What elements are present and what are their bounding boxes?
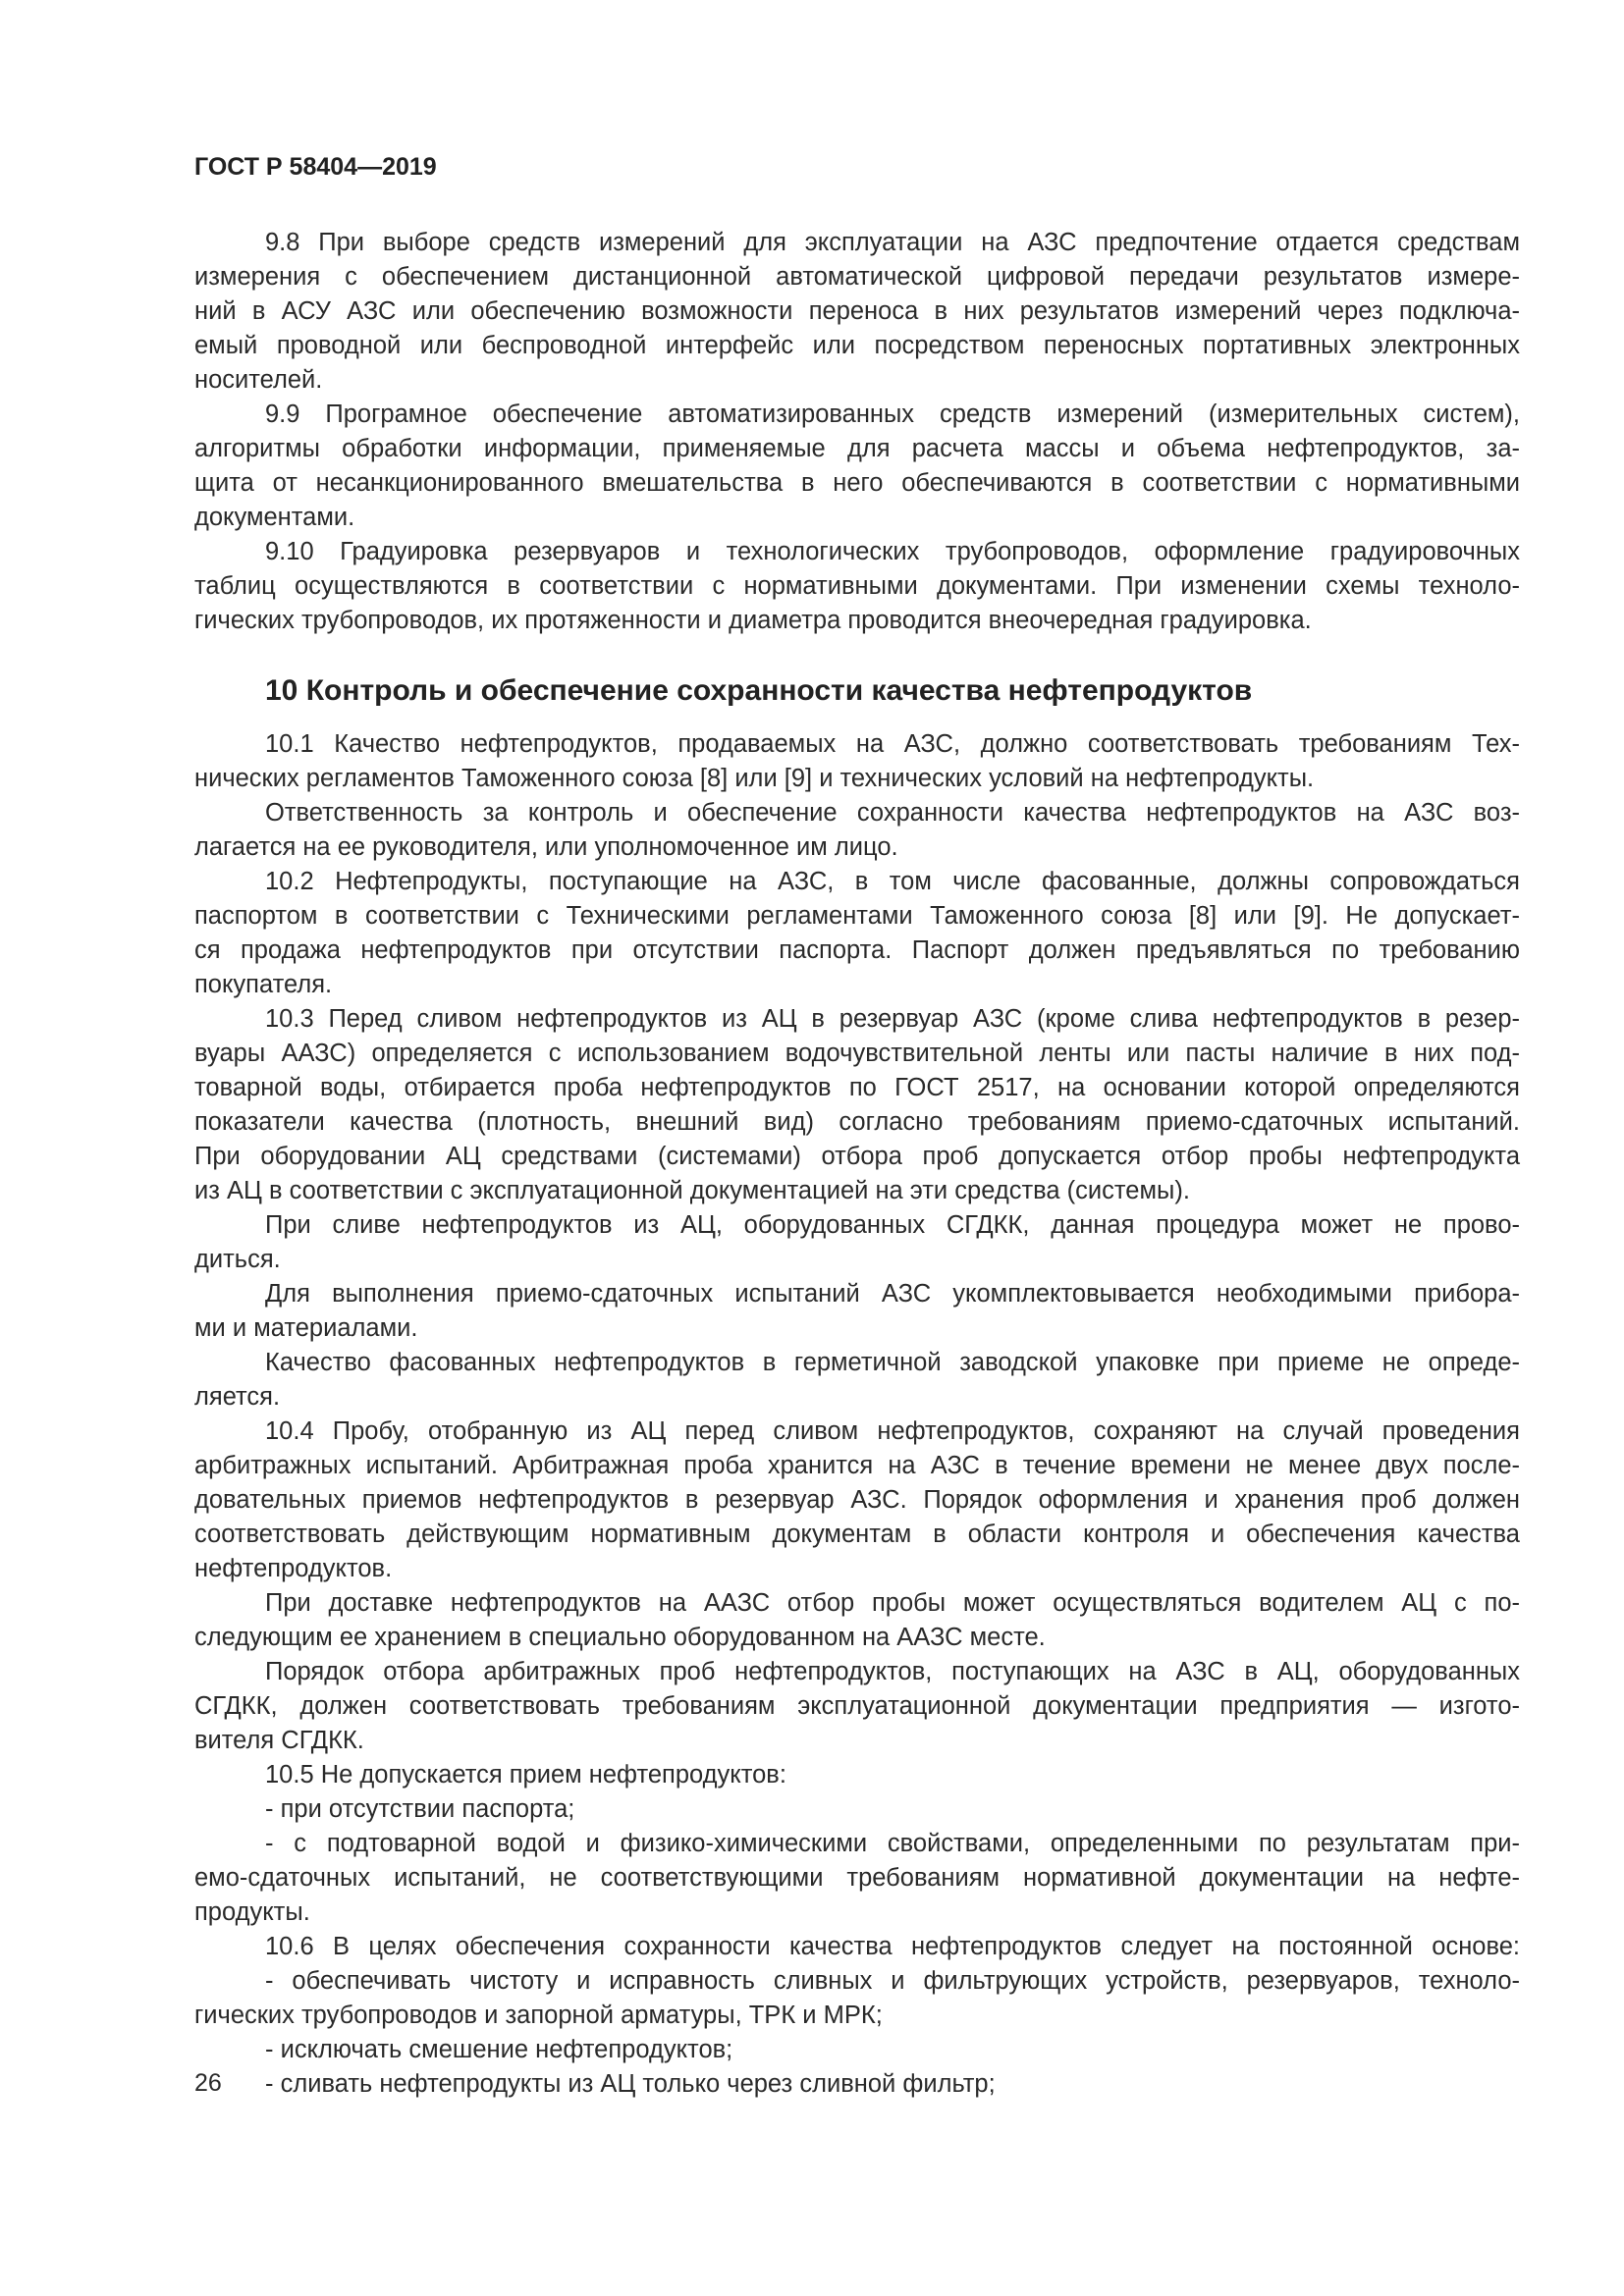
text-line: лагается на ее руководителя, или уполномоченное им лицо. xyxy=(194,833,898,861)
text-line: гических трубопроводов и запорной арматуры, ТРК и МРК; xyxy=(194,2002,883,2029)
text-line: 10.2 Нефтепродукты, поступающие на АЗС, в том числе фасованные, должны сопровождаться xyxy=(265,868,1520,895)
text-line: Порядок отбора арбитражных проб нефтепродуктов, поступающих на АЗС в АЦ, оборудованных xyxy=(265,1658,1520,1685)
paragraph xyxy=(194,2067,1520,2102)
text-line: из АЦ в соответствии с эксплуатационной документацией на эти средства (системы). xyxy=(194,1177,1190,1204)
text-line: 10.1 Качество нефтепродуктов, продаваемых на АЗС, должно соответствовать требованиям Тех- xyxy=(265,730,1520,758)
paragraph xyxy=(194,1827,1520,1930)
paragraph xyxy=(194,865,1520,1002)
paragraph xyxy=(194,1002,1520,1208)
text-line: ся продажа нефтепродуктов при отсутствии паспорта. Паспорт должен предъявляться по требованию xyxy=(194,936,1520,964)
text-line: При сливе нефтепродуктов из АЦ, оборудованных СГДКК, данная процедура может не прово- xyxy=(265,1211,1520,1239)
text-line: довательных приемов нефтепродуктов в резервуар АЗС. Порядок оформления и хранения проб должен xyxy=(194,1486,1520,1514)
text-line: Ответственность за контроль и обеспечение сохранности качества нефтепродуктов на АЗС воз- xyxy=(265,799,1520,827)
text-line: ми и материалами. xyxy=(194,1314,418,1342)
text-line: 10.4 Пробу, отобранную из АЦ перед сливом нефтепродуктов, сохраняют на случай проведения xyxy=(265,1417,1520,1445)
paragraph xyxy=(194,1277,1520,1346)
text-line: - исключать смешение нефтепродуктов; xyxy=(265,2036,733,2063)
text-line: гических трубопроводов, их протяженности и диаметра проводится внеочередная градуировка. xyxy=(194,607,1312,634)
paragraph xyxy=(194,1758,1520,1792)
text-line: нических регламентов Таможенного союза [8] или [9] и технических условий на нефтепродукты. xyxy=(194,765,1315,792)
text-line: емо-сдаточных испытаний, не соответствующими требованиям нормативной документации на нефте- xyxy=(194,1864,1520,1892)
text-line: соответствовать действующим нормативным документам в области контроля и обеспечения качества xyxy=(194,1521,1520,1548)
text-line: - при отсутствии паспорта; xyxy=(265,1795,575,1823)
text-line: алгоритмы обработки информации, применяемые для расчета массы и объема нефтепродуктов, за- xyxy=(194,435,1520,462)
text-line: носителей. xyxy=(194,366,323,394)
section-heading: 10 Контроль и обеспечение сохранности качества нефтепродуктов xyxy=(265,674,1253,707)
text-line: вителя СГДКК. xyxy=(194,1727,364,1754)
page-number: 26 xyxy=(194,2069,222,2097)
text-line: измерения с обеспечением дистанционной автоматической цифровой передачи результатов измере- xyxy=(194,263,1520,291)
paragraph xyxy=(194,1792,1520,1827)
text-line: ний в АСУ АЗС или обеспечению возможности переноса в них результатов измерений через подключа- xyxy=(194,297,1520,325)
paragraph xyxy=(194,796,1520,865)
text-line: При доставке нефтепродуктов на ААЗС отбор пробы может осуществляться водителем АЦ с по- xyxy=(265,1589,1520,1617)
text-line: паспортом в соответствии с Техническими регламентами Таможенного союза [8] или [9]. Не допускает- xyxy=(194,902,1520,930)
text-line: продукты. xyxy=(194,1898,310,1926)
text-line: документами. xyxy=(194,504,355,531)
text-line: При оборудовании АЦ средствами (системами) отбора проб допускается отбор пробы нефтепродукта xyxy=(194,1143,1520,1170)
text-line: ляется. xyxy=(194,1383,281,1411)
text-line: покупателя. xyxy=(194,971,333,998)
paragraph xyxy=(194,535,1520,638)
text-line: 10.6 В целях обеспечения сохранности качества нефтепродуктов следует на постоянной основе: xyxy=(265,1933,1520,1960)
text-line: арбитражных испытаний. Арбитражная проба хранится на АЗС в течение времени не менее двух после- xyxy=(194,1452,1520,1479)
text-line: Качество фасованных нефтепродуктов в герметичной заводской упаковке при приеме не опреде- xyxy=(265,1349,1520,1376)
text-line: емый проводной или беспроводной интерфейс или посредством переносных портативных электронных xyxy=(194,332,1520,359)
paragraph xyxy=(194,1586,1520,1655)
text-line: таблиц осуществляются в соответствии с нормативными документами. При изменении схемы техноло- xyxy=(194,572,1520,600)
text-line: - обеспечивать чистоту и исправность сливных и фильтрующих устройств, резервуаров, техноло- xyxy=(265,1967,1520,1995)
text-line: товарной воды, отбирается проба нефтепродуктов по ГОСТ 2517, на основании которой определяются xyxy=(194,1074,1520,1101)
paragraph xyxy=(194,1346,1520,1415)
text-line: щита от несанкционированного вмешательства в него обеспечиваются в соответствии с нормативными xyxy=(194,469,1520,497)
document-body xyxy=(194,226,1520,2102)
text-line: вуары ААЗС) определяется с использованием водочувствительной ленты или пасты наличие в них под- xyxy=(194,1040,1520,1067)
text-line: 9.8 При выборе средств измерений для эксплуатации на АЗС предпочтение отдается средствам xyxy=(265,229,1520,256)
paragraph xyxy=(194,2033,1520,2067)
text-line: 9.9 Програмное обеспечение автоматизированных средств измерений (измерительных систем), xyxy=(265,400,1520,428)
text-line: 10.3 Перед сливом нефтепродуктов из АЦ в резервуар АЗС (кроме слива нефтепродуктов в резер- xyxy=(265,1005,1520,1033)
paragraph xyxy=(194,1655,1520,1758)
text-line: нефтепродуктов. xyxy=(194,1555,393,1582)
text-line: Для выполнения приемо-сдаточных испытаний АЗС укомплектовывается необходимыми прибора- xyxy=(265,1280,1520,1308)
paragraph xyxy=(194,727,1520,796)
text-line: - сливать нефтепродукты из АЦ только через сливной фильтр; xyxy=(265,2070,996,2098)
text-line: показатели качества (плотность, внешний вид) согласно требованиям приемо-сдаточных испытаний. xyxy=(194,1108,1520,1136)
text-line: СГДКК, должен соответствовать требованиям эксплуатационной документации предприятия — изгото- xyxy=(194,1692,1520,1720)
text-line: следующим ее хранением в специально оборудованном на ААЗС месте. xyxy=(194,1624,1046,1651)
text-line: 9.10 Градуировка резервуаров и технологических трубопроводов, оформление градуировочных xyxy=(265,538,1520,565)
paragraph xyxy=(194,1964,1520,2033)
text-line: 10.5 Не допускается прием нефтепродуктов: xyxy=(265,1761,786,1789)
text-line: диться. xyxy=(194,1246,281,1273)
text-line: - с подтоварной водой и физико-химическими свойствами, определенными по результатам при- xyxy=(265,1830,1520,1857)
paragraph xyxy=(194,1208,1520,1277)
paragraph xyxy=(194,398,1520,535)
paragraph xyxy=(194,1930,1520,1964)
paragraph xyxy=(194,226,1520,398)
paragraph xyxy=(194,1415,1520,1586)
running-header: ГОСТ Р 58404—2019 xyxy=(194,153,437,181)
